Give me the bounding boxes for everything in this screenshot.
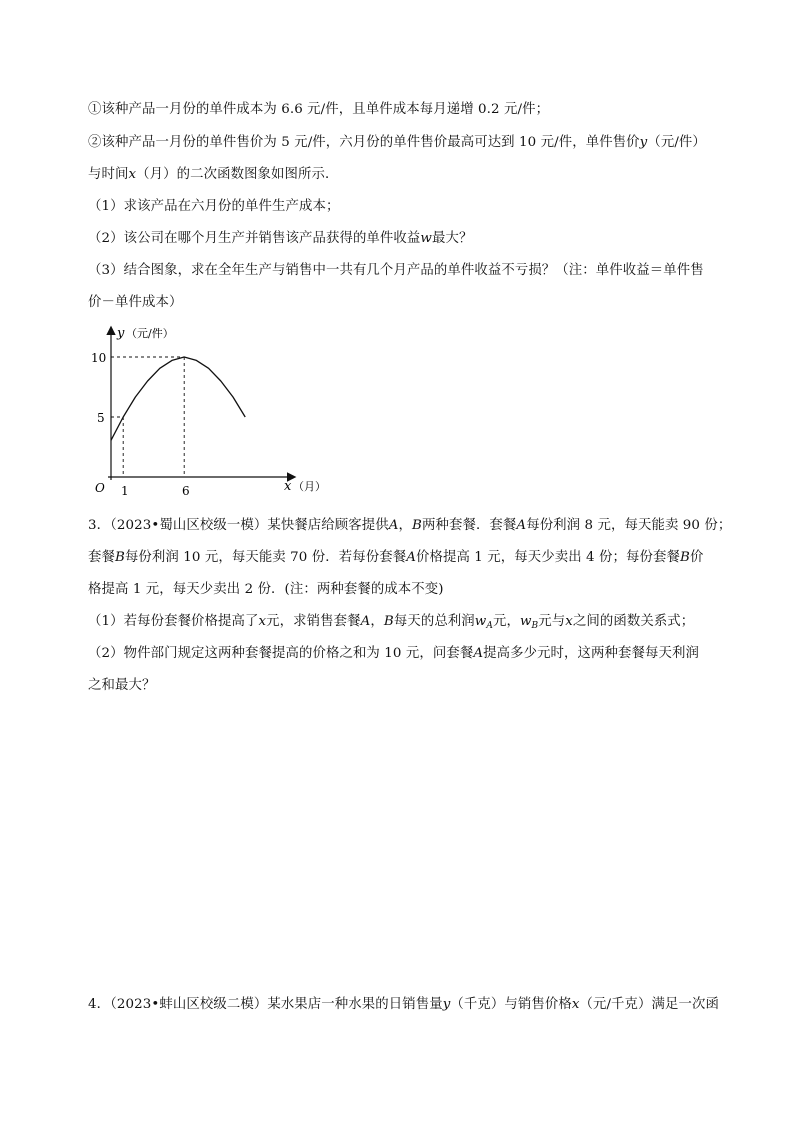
var-w: w — [474, 614, 487, 629]
q3-text: 套餐 — [88, 550, 115, 565]
q3-text: 元，求销售套餐 — [266, 614, 361, 629]
var-A: A — [516, 518, 527, 533]
q3-comma: ， — [398, 518, 413, 533]
circled-one-mark: ① — [88, 102, 102, 117]
q4-number: 4． — [88, 997, 111, 1012]
condition-2-text-2b: （月）的二次函数图象如图所示． — [136, 167, 339, 182]
q3-text: 之间的函数关系式； — [572, 614, 695, 629]
q3-line-3: 格提高 1 元，每天少卖出 2 份．(注：两种套餐的成本不变) — [88, 582, 444, 597]
var-y: y — [639, 135, 648, 150]
var-x: x — [258, 614, 267, 629]
q3-line-1 — [88, 517, 731, 535]
var-A: A — [388, 518, 399, 533]
subquestion-3-line-2: 价－单件成本） — [88, 295, 183, 310]
q3-subquestion-2-line-1 — [88, 645, 699, 663]
q3-text: （1）若每份套餐价格提高了 — [88, 614, 259, 629]
q4-text: （千克）与销售价格 — [450, 997, 572, 1012]
q3-text: 每份利润 10 元，每天能卖 70 份．若每份套餐 — [124, 550, 407, 565]
var-w: w — [519, 614, 532, 629]
subquestion-3-line-1: （3）结合图象，求在全年生产与销售中一共有几个月产品的单件收益不亏损？（注：单件收益＝单件售 — [88, 263, 704, 278]
var-A: A — [406, 550, 416, 565]
q3-text: 价 — [689, 550, 704, 565]
condition-2-text: 该种产品一月份的单件售价为 5 元/件，六月份的单件售价最高可达到 10 元/件，单件售价 — [101, 135, 640, 150]
q3-comma: ， — [370, 614, 384, 629]
parabola-figure — [88, 322, 328, 500]
var-x: x — [571, 997, 580, 1012]
q3-subquestion-2-line-2: 之和最大？ — [88, 678, 156, 693]
var-y: y — [442, 997, 451, 1012]
y-tick-10: 10 — [91, 351, 107, 365]
subquestion-2 — [88, 230, 472, 248]
var-x: x — [565, 614, 573, 629]
y-axis-unit: （元/件） — [126, 327, 174, 340]
q3-text: 元与 — [538, 614, 566, 629]
origin-label: O — [95, 481, 105, 495]
var-B: B — [383, 614, 394, 629]
subscript-B: B — [531, 621, 539, 631]
subquestion-2-text-a: （2）该公司在哪个月生产并销售该产品获得的单件收益 — [88, 231, 421, 246]
var-B: B — [412, 518, 422, 533]
q3-text: 价格提高 1 元，每天少卖出 4 份；每份套餐 — [415, 550, 680, 565]
var-A: A — [473, 646, 484, 661]
parabola-curve — [111, 357, 245, 440]
subquestion-1: （1）求该产品在六月份的单件生产成本； — [88, 199, 340, 214]
x-axis-unit: （月） — [293, 480, 326, 493]
var-B: B — [114, 550, 125, 565]
q3-text: 两种套餐．套餐 — [421, 518, 517, 533]
var-B: B — [679, 550, 690, 565]
y-axis-var: y — [117, 326, 125, 341]
var-x: x — [128, 167, 137, 182]
q3-source: （2023•蜀山区校级一模） — [110, 518, 268, 533]
q4-text: 某水果店一种水果的日销售量 — [267, 997, 443, 1012]
q4-text: （元/千克）满足一次函 — [579, 997, 719, 1012]
condition-1 — [88, 101, 549, 119]
x-tick-6: 6 — [182, 484, 190, 498]
q4-line-1 — [88, 996, 719, 1014]
condition-1-text: 该种产品一月份的单件成本为 6.6 元/件，且单件成本每月递增 0.2 元/件； — [101, 102, 550, 117]
q3-line-2 — [88, 549, 703, 567]
q3-number: 3． — [88, 518, 111, 533]
var-A: A — [360, 614, 371, 629]
x-tick-1: 1 — [121, 484, 129, 498]
q4-source: （2023•蚌山区校级二模） — [110, 997, 268, 1012]
var-w: w — [420, 231, 432, 246]
q3-subquestion-1 — [88, 613, 694, 635]
q3-text: 每份利润 8 元，每天能卖 90 份； — [526, 518, 732, 533]
q3-text: 每天的总利润 — [393, 614, 475, 629]
condition-2-line-1 — [88, 134, 706, 152]
condition-2-text-2a: 与时间 — [88, 167, 129, 182]
q3-text: 某快餐店给顾客提供 — [267, 518, 389, 533]
circled-two-mark: ② — [88, 135, 102, 150]
parabola-graph — [88, 322, 328, 500]
y-tick-5: 5 — [97, 411, 105, 425]
q3-text: 元， — [492, 614, 520, 629]
q3-text: （2）物件部门规定这两种套餐提高的价格之和为 10 元，问套餐 — [88, 646, 474, 661]
subquestion-2-text-b: 最大？ — [431, 231, 473, 246]
q3-text: 提高多少元时，这两种套餐每天利润 — [483, 646, 699, 661]
subscript-A: A — [486, 621, 493, 631]
condition-2-line-2 — [88, 166, 339, 184]
unit-text: （元/件） — [647, 135, 706, 150]
x-axis-var: x — [284, 479, 292, 494]
